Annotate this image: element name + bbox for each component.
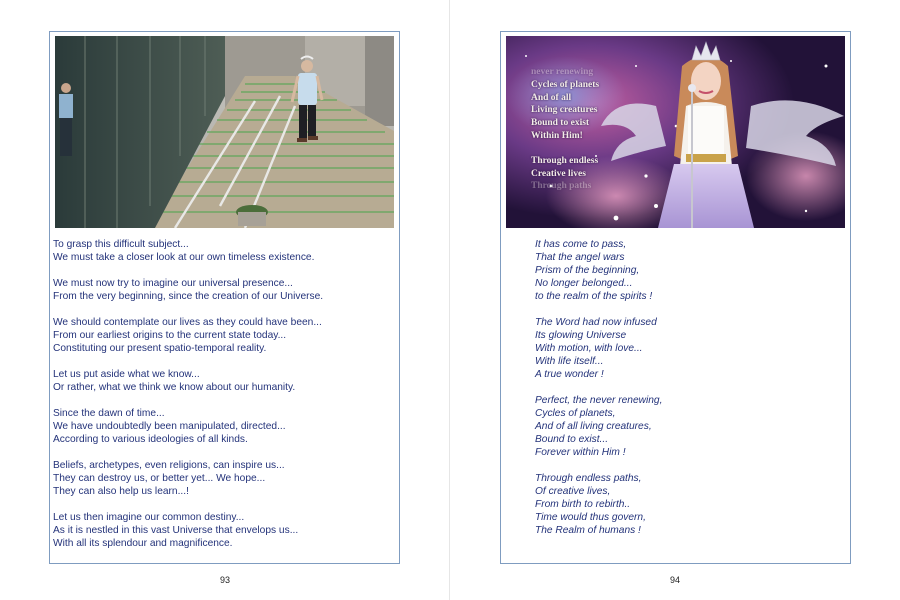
paragraph [53,511,393,550]
text-line: We must now try to imagine our universal presence... [53,278,293,289]
page-number-left: 93 [219,575,230,585]
text-line: Let us then imagine our common destiny... [53,512,245,523]
poem-line: The Realm of humans ! [535,525,641,536]
spread-gutter [449,0,450,600]
poem-line: Perfect, the never renewing, [535,395,663,406]
overlay-line: Creative lives [531,168,586,179]
text-line: Since the dawn of time... [53,408,165,419]
poem-line: to the realm of the spirits ! [535,291,653,302]
paragraph [53,459,393,498]
poem-line: It has come to pass, [535,239,627,250]
right-page [500,31,851,564]
text-line: Or rather, what we think we know about our humanity. [53,382,296,393]
poem-line: Bound to exist... [535,434,609,445]
artwork-overlay-poem [531,66,599,193]
text-line: From our earliest origins to the current state today... [53,330,287,341]
text-line: Constituting our present spatio-temporal reality. [53,343,267,354]
text-line: They can also help us learn...! [53,486,189,497]
overlay-line: Cycles of planets [531,79,600,90]
text-line: As it is nestled in this vast Universe that envelops us... [53,525,299,536]
poem-line: No longer belonged... [535,278,633,289]
text-line: According to various ideologies of all kinds. [53,434,248,445]
page-number-right: 94 [669,575,680,585]
poem-line: Time would thus govern, [535,512,646,523]
paragraph [53,238,393,264]
text-line: They can destroy us, or better yet... We hope... [53,473,266,484]
poem-line: From birth to rebirth.. [535,499,631,510]
stanza [535,316,835,381]
text-line: Let us put aside what we know... [53,369,200,380]
text-line: With all its splendour and magnificence. [53,538,233,549]
left-page [49,31,400,564]
overlay-line: Living creatures [531,105,598,116]
overlay-gap [531,143,599,155]
poem-line: With motion, with love... [535,343,643,354]
text-line: From the very beginning, since the creation of our Universe. [53,291,324,302]
text-line: To grasp this difficult subject... [53,239,189,250]
text-line: We must take a closer look at our own timeless existence. [53,252,315,263]
poem-line: A true wonder ! [535,369,604,380]
poem-line: That the angel wars [535,252,625,263]
overlay-line: Within Him! [531,130,583,141]
paragraph [53,277,393,303]
text-line: Beliefs, archetypes, even religions, can inspire us... [53,460,285,471]
poem-line: The Word had now infused [535,317,657,328]
poem-line: Of creative lives, [535,486,611,497]
overlay-line: never renewing [531,67,594,77]
paragraph [53,407,393,446]
paragraph [53,368,393,394]
text-line: We should contemplate our lives as they could have been... [53,317,322,328]
poem-line: Forever within Him ! [535,447,626,458]
overlay-line: Through paths [531,181,592,192]
angel-queen-artwork [506,36,845,228]
poem-line: Through endless paths, [535,473,642,484]
right-poem-text [535,238,835,550]
poem-line: Prism of the beginning, [535,265,640,276]
left-body-text [53,238,393,563]
paragraph [53,316,393,355]
overlay-line: Through endless [531,155,599,166]
poem-line: Cycles of planets, [535,408,616,419]
stanza [535,238,835,303]
poem-line: And of all living creatures, [535,421,652,432]
staircase-photo [55,36,394,228]
overlay-line: And of all [531,92,572,103]
stanza [535,472,835,537]
poem-line: With life itself... [535,356,604,367]
text-line: We have undoubtedly been manipulated, directed... [53,421,286,432]
stanza [535,394,835,459]
overlay-line: Bound to exist [531,118,590,129]
poem-line: Its glowing Universe [535,330,627,341]
